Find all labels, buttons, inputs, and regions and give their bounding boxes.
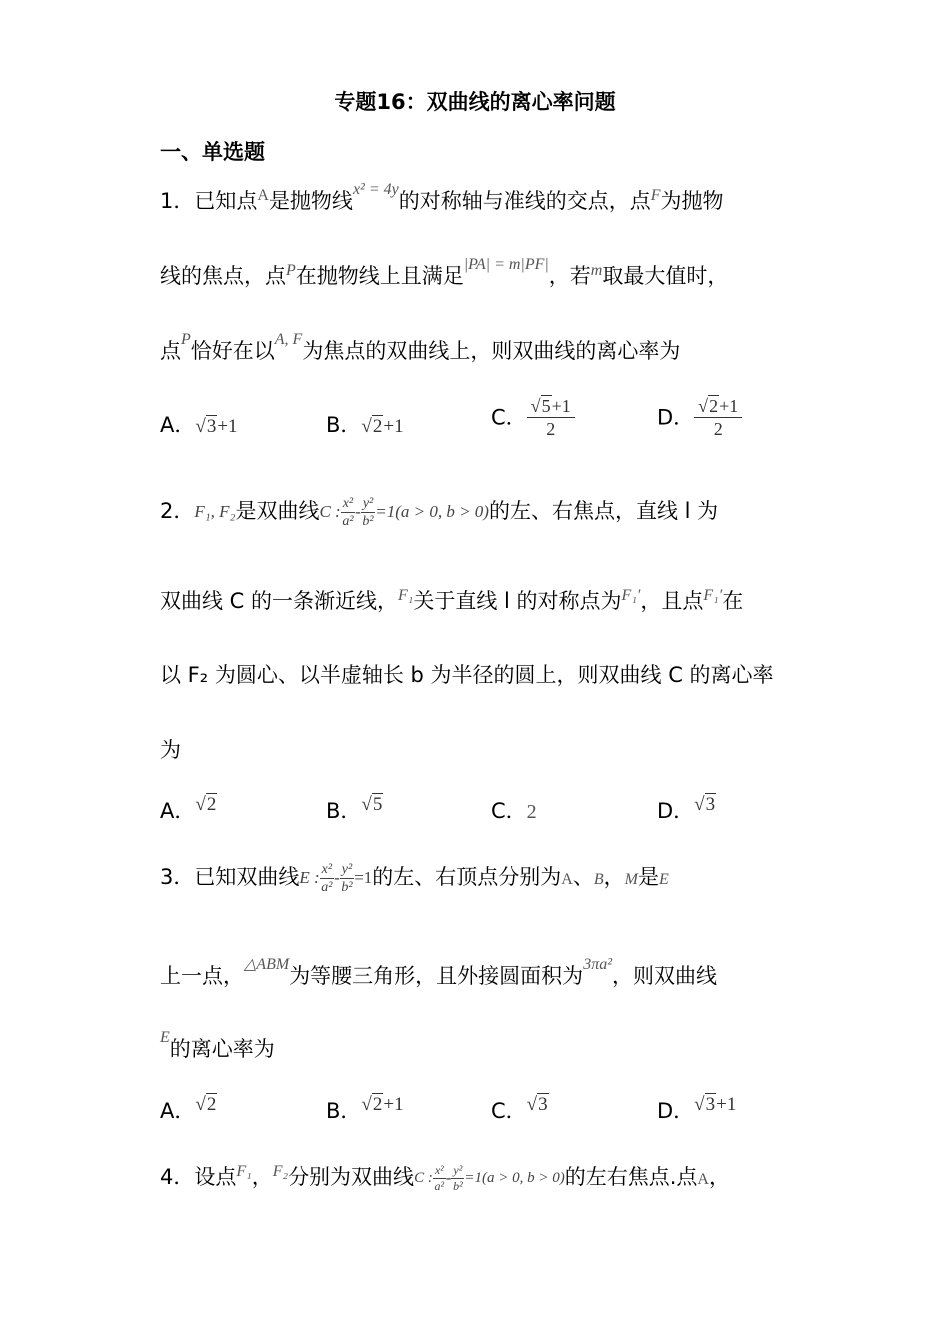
math-point: M bbox=[624, 871, 638, 888]
math-foci: A, F bbox=[274, 331, 303, 348]
section-heading: 一、单选题 bbox=[160, 140, 265, 164]
math-variable: m bbox=[590, 262, 603, 279]
math-point: E bbox=[160, 1029, 170, 1046]
q2-line-1: 2．F₁, F₂是双曲线C : $\frac{\text{x²}}{\text{a²}}$ - $\frac{\text{y²}}{\text{b²}}$ =1(a > 0, b > 0)的左、右焦点，直线 l 为 bbox=[160, 495, 719, 529]
q1-line-2: 线的焦点，点$^P$在抛物线上且满足$^{|PA| = m|PF|}$，若$^m$取最大值时， bbox=[160, 256, 729, 288]
math-point: A bbox=[561, 871, 573, 888]
math-foci: F₁, F₂ bbox=[194, 502, 236, 521]
fraction: $\frac{√5+1}{2}$ bbox=[527, 395, 575, 440]
math-point: F bbox=[650, 187, 661, 204]
math-point: P bbox=[181, 331, 191, 348]
math-point: F₁ bbox=[236, 1163, 252, 1180]
q3-line-2: 上一点，$^{\triangle ABM}$为等腰三角形，且外接圆面积为$^{3\pi a^2}$，则双曲线 bbox=[160, 956, 717, 988]
math-parabola-equation: x² = 4y bbox=[352, 181, 399, 198]
math-point: E bbox=[658, 871, 669, 888]
q3-option-d[interactable]: D．√3+1 bbox=[657, 1094, 737, 1123]
sqrt-expression: √5 bbox=[361, 794, 383, 815]
fraction: $\frac{\text{y²}}{\text{b²}}$ bbox=[341, 861, 353, 895]
math-point: F₂ bbox=[272, 1163, 289, 1180]
math-point: A bbox=[257, 187, 269, 204]
fraction: $\frac{\text{x²}}{\text{a²}}$ bbox=[342, 495, 354, 529]
q2-option-d[interactable]: D．√3 bbox=[657, 794, 716, 823]
sqrt-expression: √3 bbox=[526, 1094, 548, 1115]
math-point: A bbox=[697, 1171, 709, 1188]
q3-line-1: 3．已知双曲线E : $\frac{\text{x²}}{\text{a²}}$ - $\frac{\text{y²}}{\text{b²}}$ =1的左、右顶点分别为A、B，M是E bbox=[160, 861, 669, 895]
math-point: B bbox=[593, 871, 604, 888]
math-curve-name: E : bbox=[299, 868, 320, 887]
math-triangle: △ABM bbox=[244, 956, 290, 973]
q1-option-a[interactable]: A．√3+1 bbox=[160, 413, 238, 437]
fraction: $\frac{\text{y²}}{\text{b²}}$ bbox=[362, 495, 374, 529]
q2-line-2: 双曲线 C 的一条渐近线，$^{F_1}$关于直线 l 的对称点为$^{F_1'}$，且点$^{F_1'}$在 bbox=[160, 587, 744, 613]
page-title: 专题16：双曲线的离心率问题 bbox=[334, 90, 616, 114]
q2-option-c[interactable]: C．2 bbox=[491, 799, 537, 823]
math-point: F₁′ bbox=[703, 587, 723, 604]
q3-option-c[interactable]: C．√3 bbox=[491, 1094, 548, 1123]
q1-line-1: 1．已知点$^A$是抛物线$^{x^2 = 4y}$的对称轴与准线的交点，点$^F$为抛物 bbox=[160, 181, 724, 213]
sqrt-expression: √3+1 bbox=[694, 1094, 737, 1115]
q3-line-3: $^E$的离心率为 bbox=[160, 1029, 275, 1061]
q4-line-1: 4．设点$^{F_1}$，$^{F_2}$分别为双曲线C : $\frac{\text{x²}}{\text{a²}}$ - $\frac{\text{y²}}{\text{b²}}$ =1(a > 0, b > 0)的左右焦点.点A， bbox=[160, 1162, 730, 1193]
sqrt-expression: √3 bbox=[694, 794, 716, 815]
math-point: P bbox=[286, 262, 296, 279]
q2-line-3: 以 F₂ 为圆心、以半虚轴长 b 为半径的圆上，则双曲线 C 的离心率 bbox=[160, 663, 774, 687]
math-condition: |PA| = m|PF| bbox=[463, 256, 549, 273]
q1-option-b[interactable]: B．√2+1 bbox=[326, 413, 404, 437]
q1-option-c[interactable]: C． $\frac{√5+1}{2}$ bbox=[491, 395, 575, 440]
sqrt-expression: √2 bbox=[195, 794, 217, 815]
q3-option-a[interactable]: A．√2 bbox=[160, 1094, 217, 1123]
q1-option-d[interactable]: D． $\frac{√2+1}{2}$ bbox=[657, 395, 742, 440]
fraction: $\frac{√2+1}{2}$ bbox=[694, 395, 742, 440]
q2-option-a[interactable]: A．√2 bbox=[160, 794, 217, 823]
sqrt-expression: √2+1 bbox=[361, 416, 404, 437]
math-point: F₁ bbox=[398, 587, 414, 604]
sqrt-expression: √2 bbox=[195, 1094, 217, 1115]
q3-option-b[interactable]: B．√2+1 bbox=[326, 1094, 404, 1123]
math-point: F₁′ bbox=[621, 587, 641, 604]
sqrt-expression: √2+1 bbox=[361, 1094, 404, 1115]
q2-option-b[interactable]: B．√5 bbox=[326, 794, 383, 823]
math-curve-name: C : bbox=[414, 1170, 433, 1186]
q1-line-3: 点$^P$恰好在以$^{A, F}$为焦点的双曲线上，则双曲线的离心率为 bbox=[160, 331, 681, 363]
fraction: $\frac{\text{y²}}{\text{b²}}$ bbox=[453, 1162, 463, 1193]
math-area: 3πa² bbox=[583, 956, 612, 973]
fraction: $\frac{\text{x²}}{\text{a²}}$ bbox=[321, 861, 333, 895]
sqrt-expression: √3+1 bbox=[195, 416, 238, 437]
math-curve-name: C : bbox=[319, 502, 341, 521]
fraction: $\frac{\text{x²}}{\text{a²}}$ bbox=[434, 1162, 445, 1193]
q2-line-4: 为 bbox=[160, 738, 181, 762]
